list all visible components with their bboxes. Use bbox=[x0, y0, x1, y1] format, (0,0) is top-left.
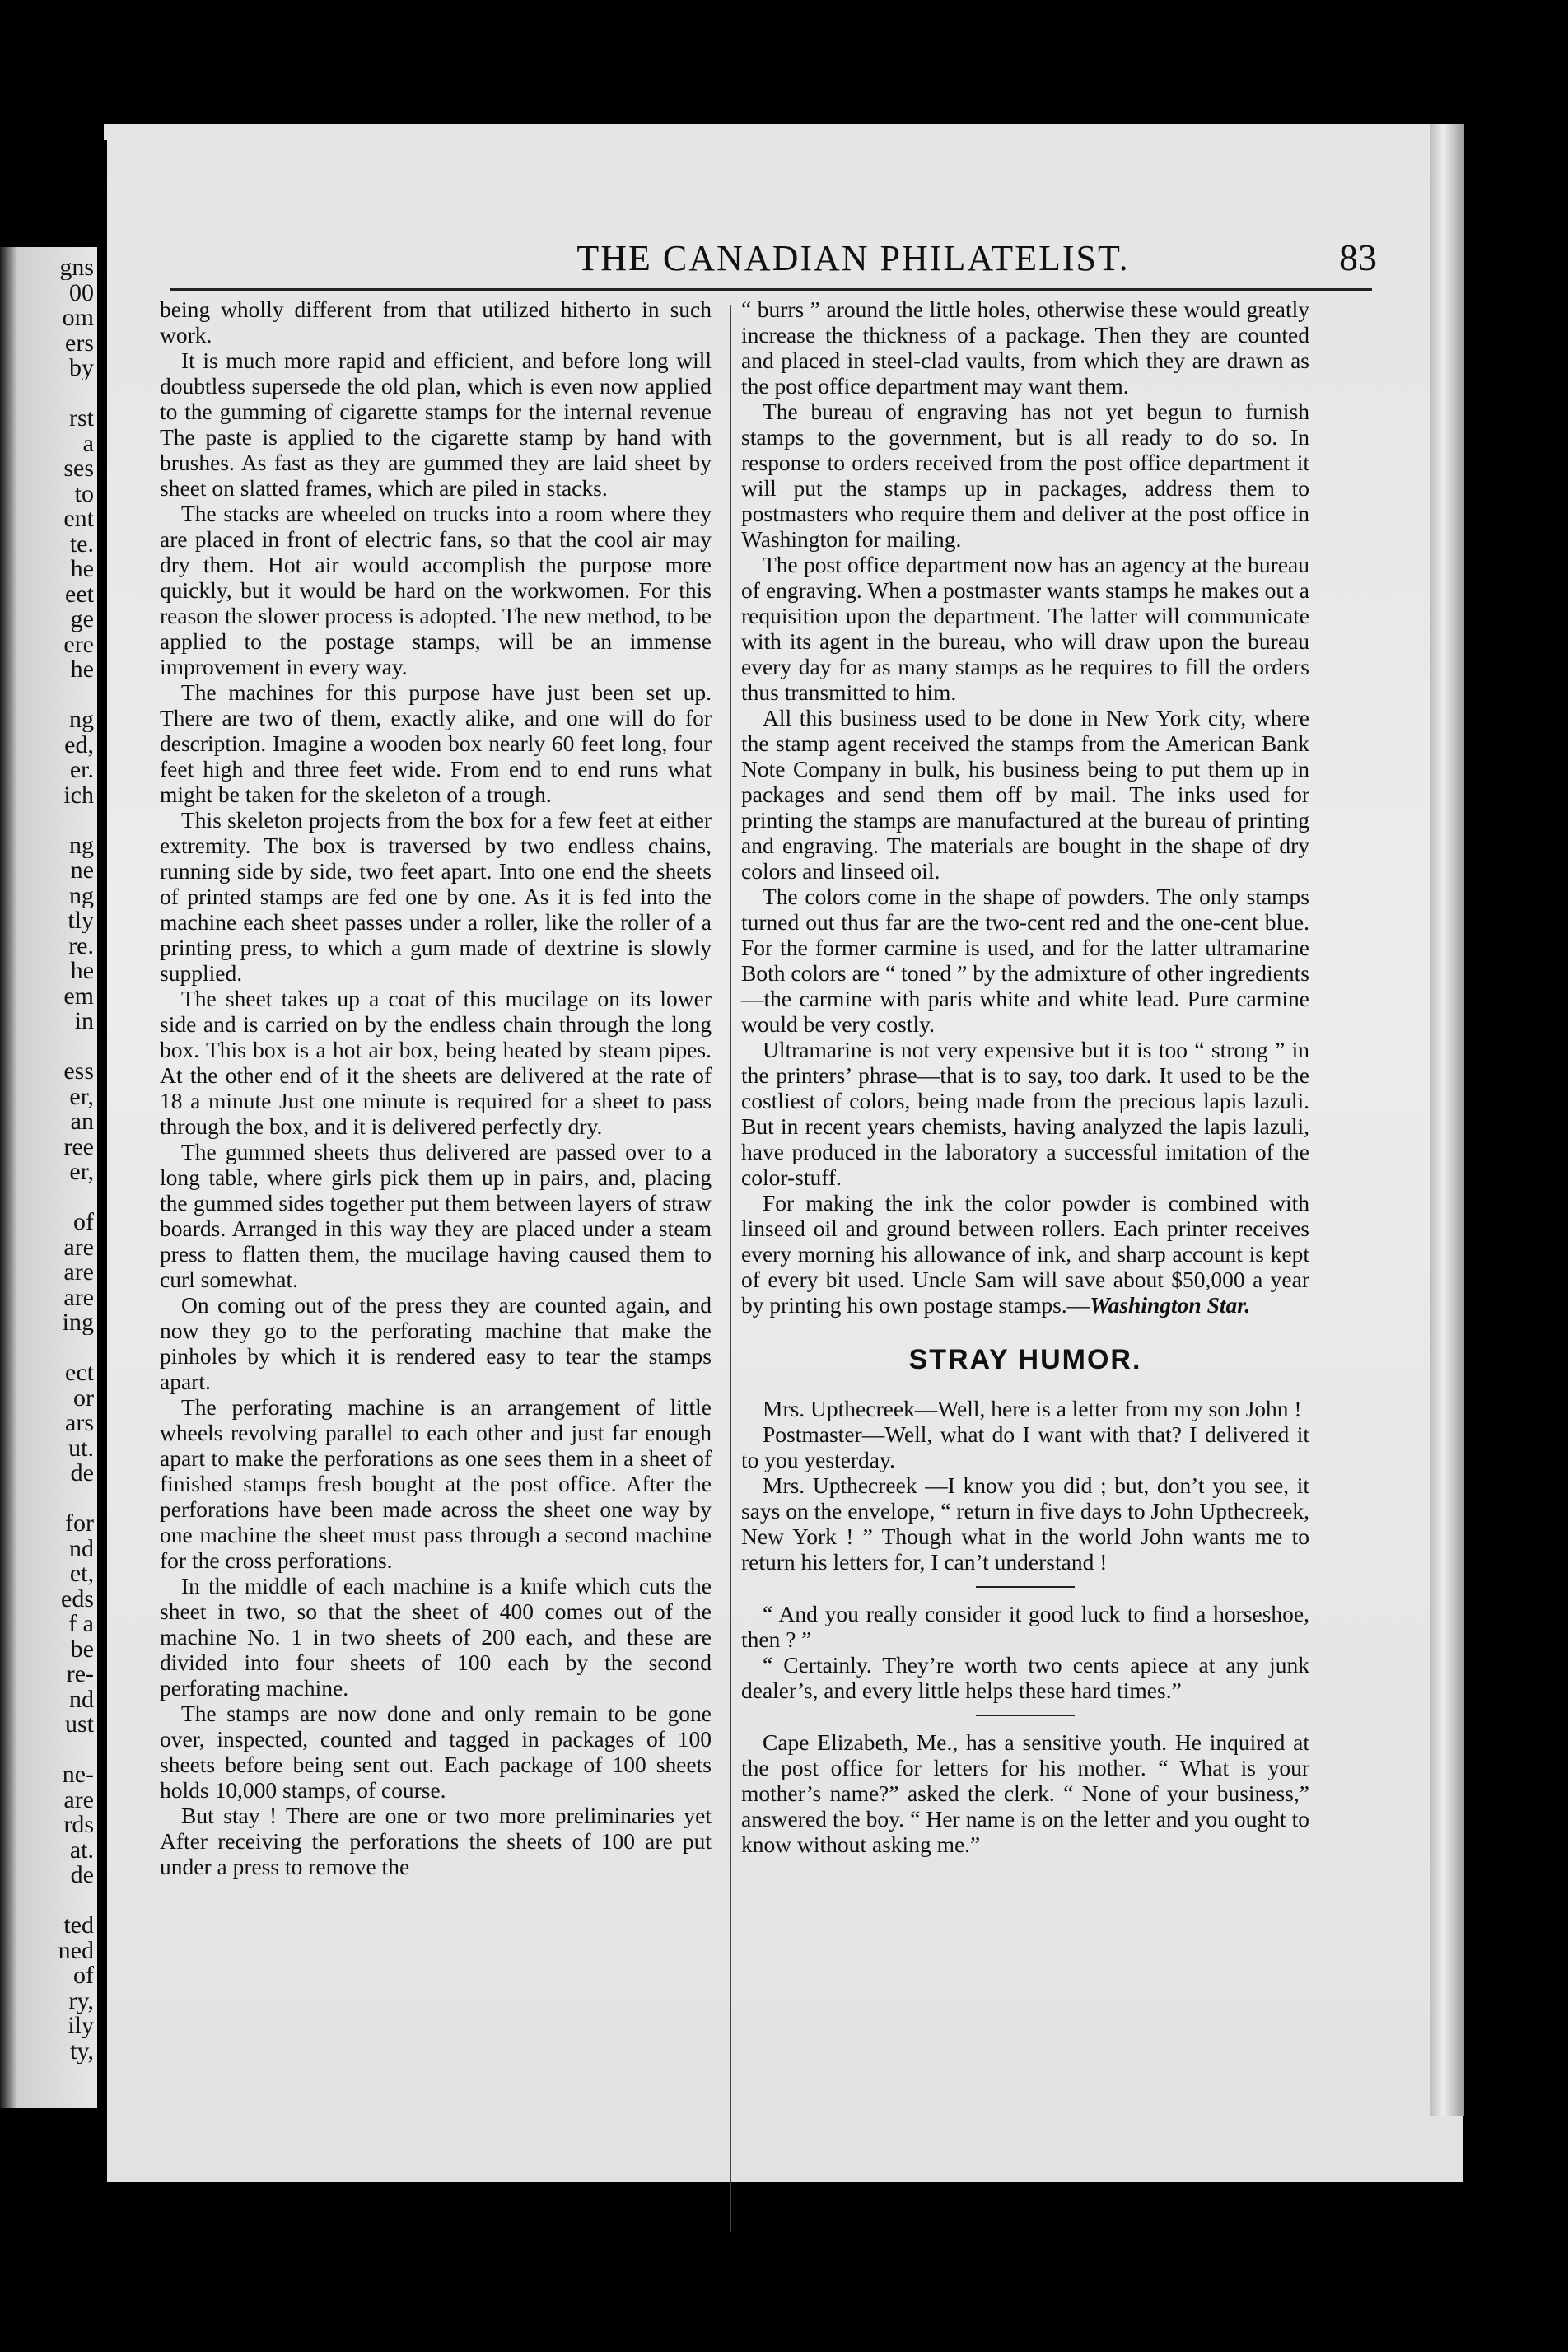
facing-page-fragment-line: om bbox=[62, 306, 94, 330]
humor-line: Cape Elizabeth, Me., has a sensitive youth. He inquired at the post office for letters for his mother. “ What is your mother’s name?” asked the clerk. “ None of your business,” answered the boy. “ Her name is on the letter and you ought to know without asking me.” bbox=[741, 1729, 1309, 1857]
facing-page-fragment-line: de bbox=[70, 1461, 94, 1486]
facing-page-fragment-line: de bbox=[70, 1863, 94, 1888]
facing-page-fragment-line: ty, bbox=[70, 2038, 94, 2064]
facing-page-fragment-line: are bbox=[63, 1260, 94, 1285]
left-column bbox=[160, 296, 712, 1879]
facing-page-fragment-line: gns bbox=[59, 255, 94, 280]
paragraph bbox=[741, 1190, 1309, 1318]
facing-page-fragment-line: rst bbox=[69, 406, 94, 431]
facing-page-fragment-line: te. bbox=[69, 531, 94, 557]
humor-line: Mrs. Upthecreek—Well, here is a letter from my son John ! bbox=[763, 1396, 1302, 1421]
facing-page-fragment-line: ess bbox=[63, 1059, 94, 1084]
facing-page-fragment-line: ree bbox=[63, 1134, 94, 1160]
facing-page-fragment-line: ne- bbox=[62, 1762, 94, 1787]
section-title: STRAY HUMOR. bbox=[908, 1344, 1142, 1375]
facing-page-fragment-line: ng bbox=[69, 883, 94, 908]
source-credit: Washington Star. bbox=[1090, 1292, 1251, 1318]
page-sheet bbox=[104, 124, 1463, 2182]
facing-page-fragment-line: tly bbox=[68, 908, 94, 933]
facing-page-fragment-line: or bbox=[73, 1385, 94, 1411]
right-column bbox=[741, 296, 1309, 1857]
binding-gutter bbox=[99, 140, 107, 2215]
humor-line: Mrs. Upthecreek —I know you did ; but, don’t you see, it says on the envelope, “ return in five days to John Upthecreek, New York ! ” Though what in the world John wants me to return his letters for, I can’t understand ! bbox=[741, 1472, 1309, 1575]
facing-page-fragment-line: nd bbox=[69, 1536, 94, 1561]
humor-line: “ And you really consider it good luck to find a horseshoe, then ? ” bbox=[741, 1601, 1309, 1652]
facing-page-fragment-line: are bbox=[63, 1234, 94, 1260]
humor-line: “ Certainly. They’re worth two cents apiece at any junk dealer’s, and every little helps these hard times.” bbox=[741, 1652, 1309, 1703]
paragraph: In the middle of each machine is a knife which cuts the sheet in two, so that the sheet of 400 comes out of the machine No. 1 in two sheets of 200 each, and these are divided into four sheets of 100 each by the second perforating machine. bbox=[160, 1573, 712, 1701]
facing-page-fragment-line: ect bbox=[65, 1360, 94, 1385]
facing-page-fragment-line: a bbox=[82, 431, 94, 456]
facing-page-fragment-line: er. bbox=[69, 758, 94, 782]
paragraph: The machines for this purpose have just been set up. There are two of them, exactly alike, and one will do for description. Imagine a wooden box nearly 60 feet long, four feet high and three feet wide. From end to end runs what might be taken for the skeleton of a trough. bbox=[160, 679, 712, 807]
facing-page-fragment-line: are bbox=[63, 1285, 94, 1310]
separator-rule bbox=[976, 1715, 1075, 1716]
facing-page-fragment-line: in bbox=[74, 1009, 94, 1034]
separator-rule bbox=[976, 1586, 1075, 1588]
facing-page-fragment-line: ere bbox=[63, 632, 94, 657]
facing-page-fragment-line: eds bbox=[61, 1586, 94, 1612]
facing-page-fragment-line: of bbox=[73, 1210, 94, 1234]
facing-page-fragment-line: ses bbox=[63, 456, 94, 481]
paragraph: The post office department now has an agency at the bureau of engraving. When a postmaster wants stamps he makes out a requisition upon the department. The latter will communicate with its agent in the bureau, who will draw upon the bureau every day for as many stamps as he requires to fill the orders thus transmitted to him. bbox=[741, 552, 1309, 705]
facing-page-fragment-line: he bbox=[70, 557, 94, 581]
facing-page-fragment-line: eet bbox=[65, 581, 94, 607]
facing-page-fragment-line: ng bbox=[69, 833, 94, 858]
paragraph: On coming out of the press they are counted again, and now they go to the perforating machine that make the pinholes by which it is rendered easy to tear the stamps apart. bbox=[160, 1292, 712, 1394]
paragraph: It is much more rapid and efficient, and before long will doubtless supersede the old plan, which is even now applied to the gumming of cigarette stamps for the internal revenue The paste is applied to the cigarette stamp by hand with brushes. As fast as they are gummed they are laid sheet by sheet on slatted frames, which are piled in stacks. bbox=[160, 348, 712, 501]
facing-page-fragment-line: ng bbox=[69, 707, 94, 732]
humor-line: Postmaster—Well, what do I want with that? I delivered it to you yesterday. bbox=[741, 1421, 1309, 1472]
facing-page-fragment-line: for bbox=[65, 1511, 94, 1536]
facing-page-fragment-line: of bbox=[73, 1963, 94, 1988]
facing-page-fragment-line: by bbox=[69, 356, 94, 380]
facing-page-fragment-line: ne bbox=[70, 858, 94, 883]
facing-page-fragment-line: he bbox=[70, 657, 94, 682]
facing-page-fragment-line: be bbox=[70, 1636, 94, 1662]
facing-page-fragment-line: er, bbox=[69, 1160, 94, 1184]
paragraph: The gummed sheets thus delivered are passed over to a long table, where girls pick them up in pairs, and, placing the gummed sides together put them between layers of straw boards. Arranged in this way they are placed under a steam press to flatten them, the mucilage having caused them to curl somewhat. bbox=[160, 1139, 712, 1292]
paragraph: The sheet takes up a coat of this mucilage on its lower side and is carried on by the endless chain through the long box. This box is a hot air box, being heated by steam pipes. At the other end of it the sheets are delivered at the rate of 18 a minute Just one minute is required for a sheet to pass through the box, and it is delivered perfectly dry. bbox=[160, 986, 712, 1139]
paragraph: The bureau of engraving has not yet begun to furnish stamps to the government, but is all ready to do so. In response to orders received from the post office department it will put the stamps up in packages, address them to postmasters who require them and deliver at the post office in Washington for mailing. bbox=[741, 399, 1309, 552]
paragraph: “ burrs ” around the little holes, otherwise these would greatly increase the thickness of a package. Then they are counted and placed in steel-clad vaults, from which they are drawn as the post office department may want them. bbox=[741, 296, 1309, 399]
paragraph: The stacks are wheeled on trucks into a room where they are placed in front of electric fans, so that the cool air may dry them. Hot air would accomplish the purpose more quickly, but it would be hard on the workwomen. For this reason the slower process is adopted. The new method, to be applied to the postage stamps, will be an immense improvement in every way. bbox=[160, 501, 712, 679]
paragraph-text: For making the ink the color powder is combined with linseed oil and ground between rollers. Each printer receives every morning his allowance of ink, and sharp account is kept of every bit used. Uncle Sam will save about $50,000 a year by printing his own postage stamps.— bbox=[741, 1190, 1309, 1318]
facing-page-fragment-line: re- bbox=[66, 1662, 94, 1687]
paragraph: The stamps are now done and only remain to be gone over, inspected, counted and tagged in packages of 100 sheets before being sent out. Each package of 100 sheets holds 10,000 stamps, of course. bbox=[160, 1701, 712, 1803]
paragraph: This skeleton projects from the box for a few feet at either extremity. The box is traversed by two endless chains, running side by side, two feet apart. Into one end the sheets of printed stamps are fed one by one. As it is fed into the machine each sheet passes under a roller, like the roller of a printing press, to which a gum made of dextrine is slowly supplied. bbox=[160, 807, 712, 986]
header-rule bbox=[170, 288, 1372, 291]
page-edge bbox=[1430, 124, 1464, 2116]
running-title: THE CANADIAN PHILATELIST. bbox=[576, 238, 1130, 278]
facing-page-fragment-line: rds bbox=[63, 1813, 94, 1837]
facing-page-fragment-line: ily bbox=[68, 2014, 94, 2038]
paragraph: The colors come in the shape of powders. The only stamps turned out thus far are the two-cent red and the one-cent blue. For the former carmine is used, and for the latter ultramarine Both colors are “ toned ” by the admixture of other ingredients—the carmine with paris white and white lead. Pure carmine would be very costly. bbox=[741, 884, 1309, 1037]
facing-page-fragment-line: ing bbox=[62, 1310, 94, 1335]
paragraph: Ultramarine is not very expensive but it is too “ strong ” in the printers’ phrase—that is to say, too dark. It used to be the costliest of colors, being made from the precious lapis lazuli. But in recent years chemists, having analyzed the lapis lazuli, have produced in the laboratory a successful imitation of the color-stuff. bbox=[741, 1037, 1309, 1190]
column-rule bbox=[730, 305, 731, 2232]
facing-page-fragment-line: ry, bbox=[68, 1988, 94, 2014]
facing-page-fragment bbox=[0, 247, 97, 2108]
paragraph: All this business used to be done in New York city, where the stamp agent received the stamps from the American Bank Note Company in bulk, his business being to put them up in packages and send them off by mail. The inks used for printing the stamps are manufactured at the bureau of printing and engraving. The materials are bought in the shape of dry colors and linseed oil. bbox=[741, 705, 1309, 884]
facing-page-fragment-line: ned bbox=[58, 1938, 94, 1963]
facing-page-fragment-line: ust bbox=[64, 1712, 94, 1737]
facing-page-fragment-line: er, bbox=[69, 1084, 94, 1109]
facing-page-fragment-line: he bbox=[70, 959, 94, 983]
facing-page-fragment-line: ut. bbox=[68, 1435, 94, 1461]
facing-page-fragment-line: are bbox=[63, 1787, 94, 1813]
page-number: 83 bbox=[1339, 236, 1377, 278]
facing-page-fragment-line: to bbox=[74, 481, 94, 506]
facing-page-fragment-line: ars bbox=[65, 1411, 94, 1435]
facing-page-fragment-line: at. bbox=[69, 1837, 94, 1863]
facing-page-fragment-line: ge bbox=[70, 607, 94, 632]
facing-page-fragment-line: f a bbox=[68, 1612, 94, 1636]
facing-page-fragment-line: et, bbox=[69, 1561, 94, 1586]
paragraph: The perforating machine is an arrangement of little wheels revolving parallel to each other and just far enough apart to make the perforations as one sees them in a sheet of finished stamps fresh bought at the post office. After the perforations have been made across the sheet one way by one machine the sheet must pass through a second machine for the cross perforations. bbox=[160, 1394, 712, 1573]
facing-page-fragment-line: ed, bbox=[64, 732, 94, 758]
facing-page-fragment-line: ers bbox=[65, 330, 94, 356]
facing-page-fragment-line: ich bbox=[63, 782, 94, 808]
facing-page-fragment-line: ted bbox=[63, 1913, 94, 1938]
paragraph: being wholly different from that utilized hitherto in such work. bbox=[160, 296, 712, 348]
facing-page-fragment-line: nd bbox=[69, 1687, 94, 1712]
facing-page-fragment-line: 00 bbox=[69, 280, 94, 306]
facing-page-fragment-line: an bbox=[70, 1109, 94, 1134]
paragraph: But stay ! There are one or two more preliminaries yet After receiving the perforations the sheets of 100 are put under a press to remove the bbox=[160, 1803, 712, 1879]
facing-page-fragment-line: re. bbox=[68, 933, 94, 959]
facing-page-fragment-line: ent bbox=[63, 506, 94, 531]
facing-page-fragment-line: em bbox=[63, 983, 94, 1009]
